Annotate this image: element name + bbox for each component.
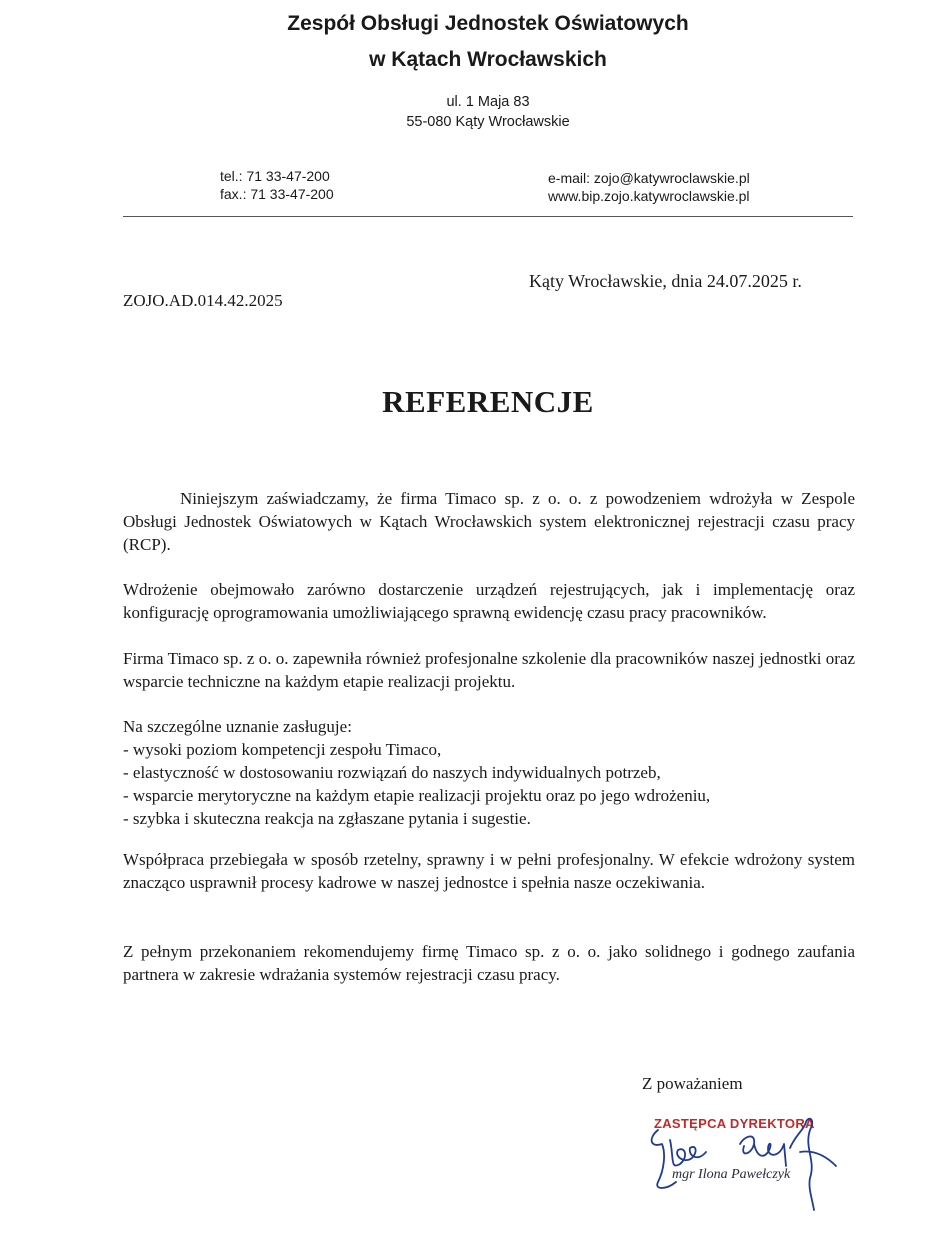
document-title: REFERENCJE	[382, 384, 594, 419]
list-item: - szybka i skuteczna reakcja na zgłaszane pytania i sugestie.	[123, 809, 531, 828]
organization-name: Zespół Obsługi Jednostek Oświatowych	[287, 12, 689, 35]
paragraph-intro: Niniejszym zaświadczamy, że firma Timaco sp. z o. o. z powodzeniem wdrożyła w Zespole Obsługi Jednostek Oświatowych w Kątach Wrocławskich system elektronicznej rejestracji czasu pracy (RCP).	[123, 489, 855, 554]
list-item: - wsparcie merytoryczne na każdym etapie realizacji projektu oraz po jego wdrożeniu,	[123, 786, 711, 805]
online-contact-block	[548, 169, 750, 205]
header-divider	[123, 216, 853, 217]
email-address: e-mail: zojo@katywroclawskie.pl	[548, 170, 750, 186]
organization-location: w Kątach Wrocławskich	[369, 48, 607, 71]
merits-list	[123, 715, 855, 830]
fax-number: fax.: 71 33-47-200	[220, 186, 334, 202]
address-city: 55-080 Kąty Wrocławskie	[406, 114, 570, 130]
paragraph-recommendation: Z pełnym przekonaniem rekomendujemy firmę Timaco sp. z o. o. jako solidnego i godnego zaufania partnera w zakresie wdrażania systemów rejestracji czasu pracy.	[123, 942, 855, 984]
paragraph-scope: Wdrożenie obejmowało zarówno dostarczenie urządzeń rejestrujących, jak i implementację oraz konfigurację oprogramowania umożliwiającego sprawną ewidencję czasu pracy pracowników.	[123, 580, 855, 622]
closing-phrase: Z poważaniem	[642, 1074, 743, 1093]
paragraph-cooperation: Współpraca przebiegała w sposób rzetelny, sprawny i w pełni profesjonalny. W efekcie wdrożony system znacząco usprawnił procesy kadrowe w naszej jednostce i spełnia nasze oczekiwania.	[123, 850, 855, 892]
phone-block	[220, 167, 334, 203]
list-item: - wysoki poziom kompetencji zespołu Timaco,	[123, 740, 442, 759]
stamp-name: mgr Ilona Pawełczyk	[672, 1167, 791, 1182]
list-item: - elastyczność w dostosowaniu rozwiązań do naszych indywidualnych potrzeb,	[123, 763, 661, 782]
website-address: www.bip.zojo.katywroclawskie.pl	[548, 188, 750, 204]
reference-number: ZOJO.AD.014.42.2025	[123, 291, 283, 310]
stamp-title: ZASTĘPCA DYREKTORA	[654, 1116, 815, 1131]
handwritten-signature	[640, 1108, 850, 1218]
phone-number: tel.: 71 33-47-200	[220, 168, 330, 184]
merits-list-intro: Na szczególne uznanie zasługuje:	[123, 717, 352, 736]
address-street: ul. 1 Maja 83	[446, 94, 530, 110]
paragraph-training: Firma Timaco sp. z o. o. zapewniła również profesjonalne szkolenie dla pracowników naszej jednostki oraz wsparcie techniczne na każdym etapie realizacji projektu.	[123, 649, 855, 691]
letter-date: Kąty Wrocławskie, dnia 24.07.2025 r.	[529, 271, 802, 291]
